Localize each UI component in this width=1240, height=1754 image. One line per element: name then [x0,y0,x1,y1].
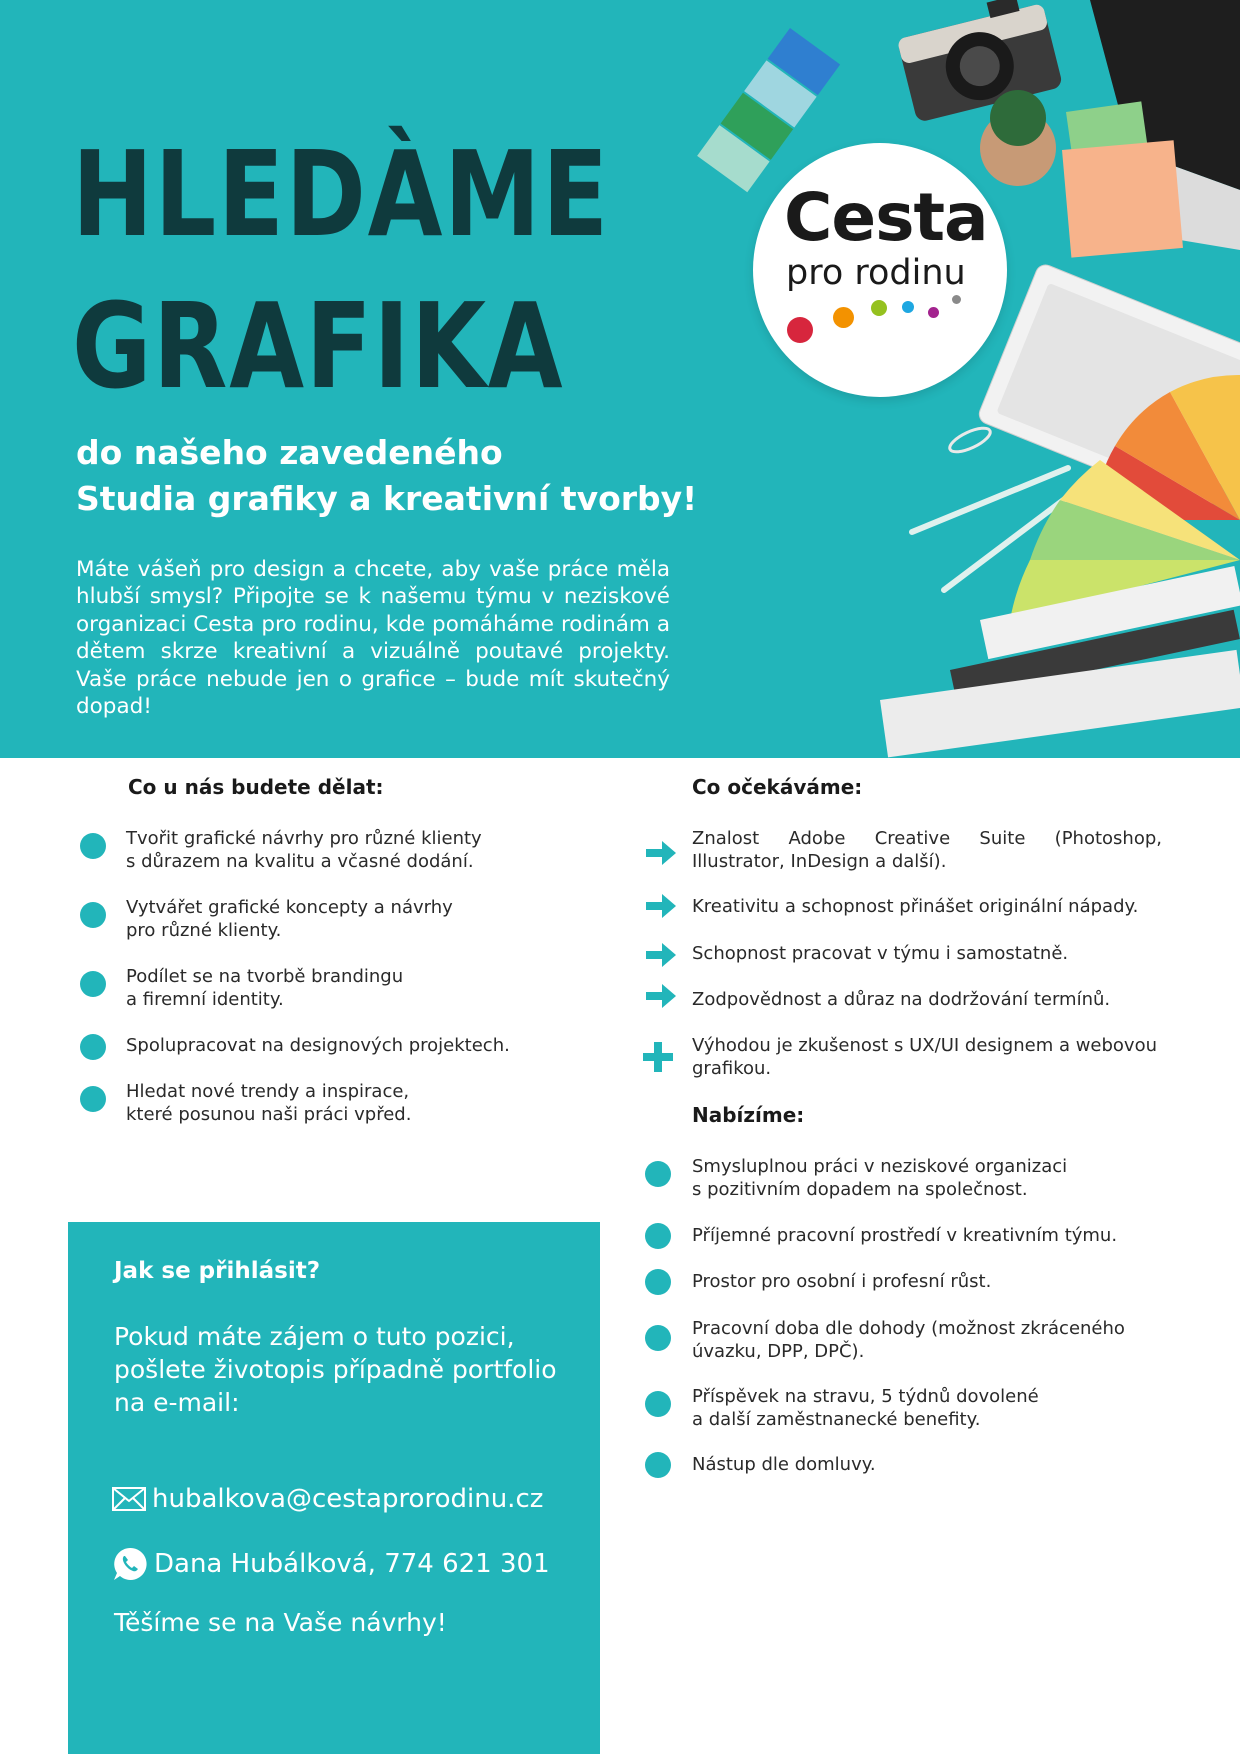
duty-item-line-1: Tvořit grafické návrhy pro různé klienty [126,828,482,849]
cesta-pro-rodinu-logo [753,143,1007,397]
bullet-icon [80,1086,106,1112]
apply-title: Jak se přihlásit? [114,1258,321,1284]
arrow-right-icon [646,983,676,1009]
intro-paragraph: Máte vášeň pro design a chcete, aby vaše práce měla hlubší smysl? Připojte se k našemu týmu v neziskové organizaci Cesta pro rodinu, kde pomáháme rodinám a dětem skrze kreativní a vizuálně poutavé projekty. Vaše práce nebude jen o grafice – bude mít skutečný dopad! [76,557,670,720]
duty-item [126,827,482,873]
apply-box [68,1222,600,1754]
offer-item-line-1: Smysluplnou práci v neziskové organizaci [692,1156,1068,1177]
envelope-icon [112,1487,146,1511]
offer-item-line-1: Pracovní doba dle dohody (možnost zkráceného [692,1318,1125,1339]
bullet-icon [80,902,106,928]
offer-item [692,1453,876,1476]
plus-icon [643,1042,673,1072]
duty-item [126,1080,411,1126]
expectation-item: Kreativitu a schopnost přinášet originální nápady. [692,896,1139,917]
expectation-item: Schopnost pracovat v týmu i samostatně. [692,943,1069,964]
offers-title: Nabízíme: [692,1103,805,1127]
expectation-item: Výhodou je zkušenost s UX/UI designem a webovou grafikou. [692,1035,1158,1079]
subheadline-line-1: do našeho zavedeného [76,433,503,472]
logo-dot-green [871,300,887,316]
headline-line-1: HLEDÀME [72,125,610,263]
logo-dot-blue [902,301,914,313]
arrow-right-icon [646,840,676,866]
offer-item-line-1: Příspěvek na stravu, 5 týdnů dovolené [692,1386,1039,1407]
logo-dot-red [787,317,813,343]
bullet-icon [645,1452,671,1478]
expectation-item: Znalost Adobe Creative Suite (Photoshop, Illustrator, InDesign a další). [692,828,1162,872]
duty-item-line-2: a firemní identity. [126,989,284,1010]
duty-item-line-2: které posunou naši práci vpřed. [126,1104,412,1125]
arrow-right-icon [646,893,676,919]
bullet-icon [80,833,106,859]
offer-item [692,1224,1117,1247]
offer-item-line-2: úvazku, DPP, DPČ). [692,1341,865,1362]
offer-item-line-2: a další zaměstnanecké benefity. [692,1409,981,1430]
subheadline-line-2: Studia grafiky a kreativní tvorby! [76,479,698,518]
logo-dot-purple [928,307,939,318]
duty-item-line-1: Hledat nové trendy a inspirace, [126,1081,410,1102]
duty-item-line-2: s důrazem na kvalitu a včasné dodání. [126,851,474,872]
headline [72,118,610,422]
logo-dot-grey [952,295,961,304]
duty-item [126,965,403,1011]
bullet-icon [645,1325,671,1351]
duty-item-line-1: Vytvářet grafické koncepty a návrhy [126,897,453,918]
logo-subtitle: pro rodinu [786,253,966,293]
email-contact[interactable] [112,1484,543,1514]
bullet-icon [645,1223,671,1249]
bullet-icon [80,1034,106,1060]
hero-divider [0,758,468,762]
duties-title: Co u nás budete dělat: [128,775,384,799]
bullet-icon [80,971,106,997]
offer-item [692,1155,1067,1201]
duty-item [126,896,453,942]
logo-title: Cesta [784,179,988,256]
duty-item-line-1: Podílet se na tvorbě brandingu [126,966,404,987]
duty-item [126,1034,510,1057]
offer-item-line-1: Nástup dle domluvy. [692,1454,876,1475]
bullet-icon [645,1269,671,1295]
duty-item-line-1: Spolupracovat na designových projektech. [126,1035,510,1056]
apply-text: Pokud máte zájem o tuto pozici, pošlete životopis případně portfolio na e-mail: [114,1322,557,1417]
phone-contact-text[interactable]: Dana Hubálková, 774 621 301 [154,1549,550,1579]
phone-contact[interactable] [112,1546,550,1582]
email-link[interactable]: hubalkova@cestaprorodinu.cz [152,1484,544,1514]
offer-item [692,1385,1039,1431]
subheadline [76,430,697,522]
closing-line: Těšíme se na Vaše návrhy! [114,1608,447,1637]
offer-item [692,1270,991,1293]
offer-item [692,1317,1125,1363]
offer-item-line-2: s pozitivním dopadem na společnost. [692,1179,1028,1200]
hero-banner [0,0,1240,758]
logo-dot-orange [833,307,854,328]
expectations-title: Co očekáváme: [692,775,863,799]
whatsapp-icon [112,1546,148,1582]
offer-item-line-1: Prostor pro osobní i profesní růst. [692,1271,992,1292]
duty-item-line-2: pro různé klienty. [126,920,282,941]
expectation-item: Zodpovědnost a důraz na dodržování termínů. [692,989,1111,1010]
bullet-icon [645,1161,671,1187]
headline-line-2: GRAFIKA [72,277,565,415]
bullet-icon [645,1391,671,1417]
arrow-right-icon [646,942,676,968]
offer-item-line-1: Příjemné pracovní prostředí v kreativním týmu. [692,1225,1118,1246]
